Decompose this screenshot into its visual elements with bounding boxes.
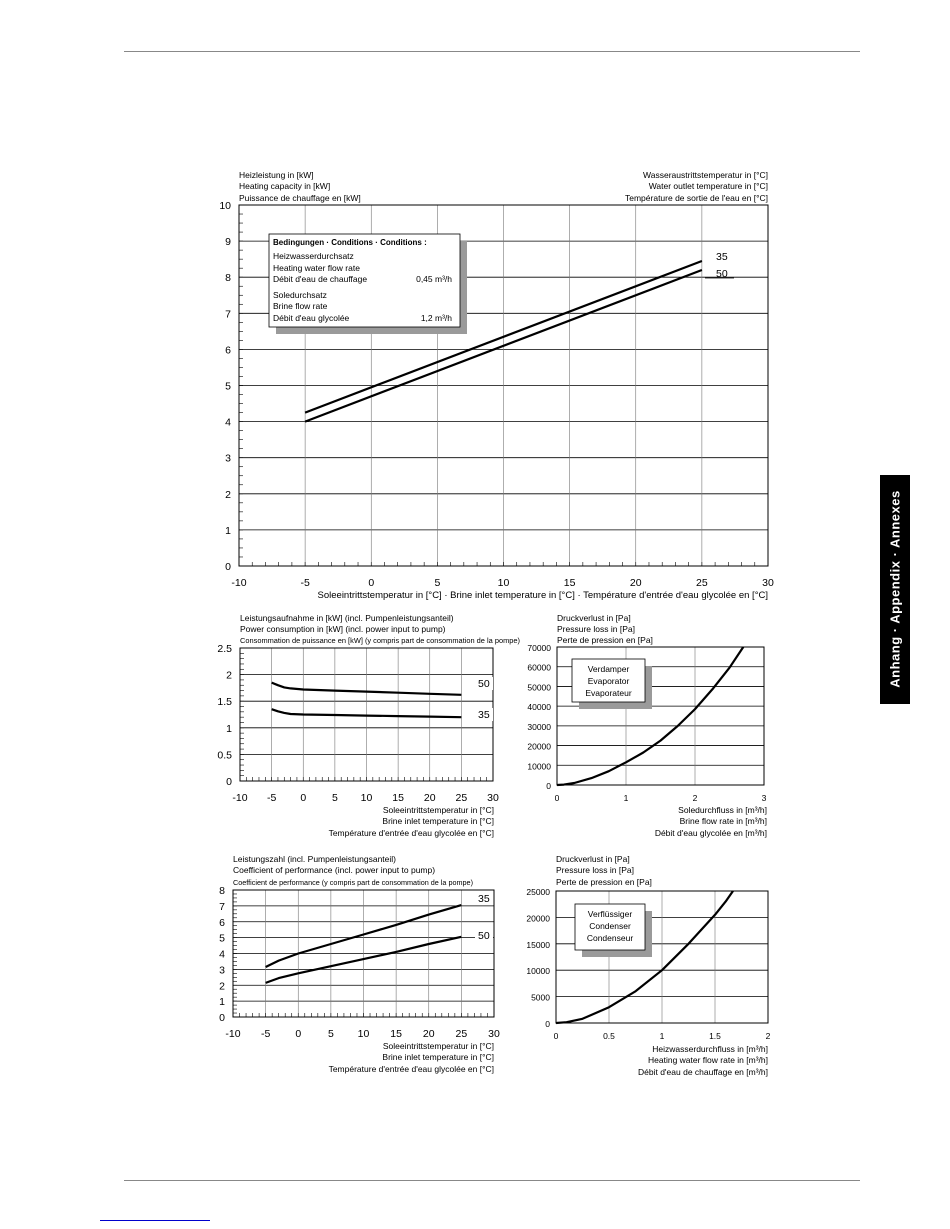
heating-xlabel-line: Soleeintrittstemperatur in [°C] · Brine inlet temperature in [°C] · Température d'entrée d'eau glycolée en [°C] [317, 590, 768, 601]
power-xlabel-line: Température d'entrée d'eau glycolée en [°C] [328, 828, 494, 838]
heating-y-tick-label: 6 [225, 344, 231, 357]
section-tab-label: Anhang · Appendix · Annexes [887, 490, 903, 688]
cop-x-tick-label: 20 [422, 1028, 435, 1040]
condenser-xlabel-line: Heizwasserdurchfluss in [m³/h] [652, 1044, 768, 1054]
power-y-tick-label: 0 [226, 776, 232, 788]
evaporator-label-box-line: Verdamper [587, 664, 630, 674]
heating-x-tick-label: 0 [368, 577, 375, 589]
condenser-x-tick-label: 0 [553, 1031, 559, 1041]
condenser-ylabel-line: Druckverlust in [Pa] [556, 854, 630, 864]
conditions-box-value: 0,45 m³/h [416, 274, 452, 284]
cop-xlabel-line: Température d'entrée d'eau glycolée en [°C] [328, 1064, 494, 1074]
conditions-box-line: Débit d'eau glycolée [273, 313, 350, 323]
heating-series-label: 35 [716, 251, 728, 263]
evaporator-ylabel-line: Druckverlust in [Pa] [557, 613, 631, 623]
condenser-x-tick-label: 1 [659, 1031, 665, 1041]
cop-x-tick-label: 15 [390, 1028, 402, 1040]
condenser-y-tick-label: 10000 [526, 966, 550, 977]
cop-x-tick-label: 0 [295, 1028, 302, 1040]
conditions-box-line: Débit d'eau de chauffage [273, 274, 368, 284]
heating-y-tick-label: 4 [225, 416, 231, 429]
power-x-tick-label: -10 [232, 792, 248, 804]
condenser-label-box-line: Verflüssiger [587, 909, 633, 919]
condenser-x-tick-label: 2 [765, 1031, 771, 1041]
heating-ylabel-line: Heating capacity in [kW] [239, 181, 331, 191]
evaporator-y-tick-label: 30000 [527, 721, 551, 732]
cop-xlabel-line: Soleeintrittstemperatur in [°C] [382, 1041, 494, 1051]
heating-ylabel-line: Heizleistung in [kW] [239, 170, 314, 180]
evaporator-y-tick-label: 0 [546, 781, 551, 791]
power-y-tick-label: 2.5 [217, 643, 232, 655]
condenser-label-box-line: Condenseur [586, 933, 634, 943]
cop-x-tick-label: 10 [357, 1028, 370, 1040]
condenser-y-tick-label: 0 [545, 1019, 550, 1029]
heating-series-legend-title: Température de sortie de l'eau en [°C] [625, 193, 768, 203]
power-y-tick-label: 1.5 [217, 696, 232, 709]
heating-x-tick-label: -5 [300, 577, 310, 589]
heating-y-tick-label: 0 [225, 561, 231, 573]
heating-y-tick-label: 9 [225, 236, 231, 249]
condenser-ylabel-line: Perte de pression en [Pa] [556, 877, 652, 887]
power-x-tick-label: 25 [455, 792, 468, 804]
cop-y-tick-label: 2 [219, 980, 225, 993]
power-y-tick-label: 2 [226, 669, 232, 682]
power-ylabel-line: Consommation de puissance en [kW] (y compris part de consommation de la pompe) [240, 638, 520, 645]
power-x-tick-label: 30 [487, 792, 499, 804]
condenser-xlabel-line: Heating water flow rate in [m³/h] [648, 1055, 768, 1065]
evaporator-y-tick-label: 10000 [527, 761, 551, 772]
condenser-x-tick-label: 0.5 [603, 1031, 615, 1041]
cop-ylabel-line: Coefficient of performance (incl. power input to pump) [233, 865, 436, 875]
power-x-tick-label: 15 [392, 792, 404, 804]
heating-x-tick-label: 15 [563, 577, 576, 589]
condenser-xlabel-line: Débit d'eau de chauffage en [m³/h] [638, 1067, 768, 1077]
power-x-tick-label: 0 [300, 792, 307, 804]
power-x-tick-label: 20 [423, 792, 436, 804]
cop-y-tick-label: 8 [219, 885, 225, 897]
cop-x-tick-label: -5 [260, 1028, 271, 1040]
cop-x-tick-label: -10 [225, 1028, 241, 1040]
cop-series-label: 35 [478, 893, 490, 905]
power-ylabel-line: Leistungsaufnahme in [kW] (incl. Pumpenleistungsanteil) [240, 613, 454, 623]
cop-y-tick-label: 3 [219, 964, 225, 977]
heating-series-legend-title: Wasseraustrittstemperatur in [°C] [643, 170, 768, 180]
evaporator-x-tick-label: 1 [623, 793, 629, 803]
condenser-ylabel-line: Pressure loss in [Pa] [556, 865, 634, 875]
evaporator-ylabel-line: Perte de pression en [Pa] [557, 635, 653, 645]
conditions-box-value: 1,2 m³/h [420, 313, 452, 323]
evaporator-label-box-line: Evaporateur [585, 688, 632, 698]
condenser-x-tick-label: 1.5 [709, 1031, 721, 1041]
evaporator-y-tick-label: 20000 [527, 741, 551, 752]
power-series-label: 35 [478, 709, 490, 721]
conditions-box-line: Brine flow rate [273, 301, 328, 311]
conditions-box-line: Heizwasserdurchsatz [273, 251, 354, 261]
cop-y-tick-label: 4 [219, 948, 225, 961]
heating-series-label: 50 [716, 268, 728, 280]
heating-x-tick-label: 20 [629, 577, 642, 589]
cop-y-tick-label: 1 [219, 996, 225, 1009]
evaporator-y-tick-label: 50000 [527, 682, 551, 693]
heating-y-tick-label: 8 [225, 272, 231, 285]
heating-y-tick-label: 1 [225, 524, 231, 537]
heating-x-tick-label: 5 [434, 577, 441, 589]
heating-ylabel-line: Puissance de chauffage en [kW] [239, 193, 361, 203]
evaporator-y-tick-label: 70000 [527, 643, 551, 653]
heating-x-tick-label: 10 [497, 577, 510, 589]
conditions-box-line: Heating water flow rate [273, 263, 360, 273]
evaporator-x-tick-label: 2 [692, 793, 698, 803]
evaporator-label-box-line: Evaporator [587, 676, 630, 686]
cop-x-tick-label: 25 [455, 1028, 468, 1040]
cop-y-tick-label: 6 [219, 916, 225, 929]
power-x-tick-label: -5 [266, 792, 277, 804]
evaporator-y-tick-label: 40000 [527, 702, 551, 713]
power-x-tick-label: 5 [331, 792, 338, 804]
condenser-y-tick-label: 20000 [526, 913, 550, 924]
cop-series-label: 50 [478, 930, 490, 942]
evaporator-ylabel-line: Pressure loss in [Pa] [557, 624, 635, 634]
heating-x-tick-label: 30 [762, 577, 774, 589]
heating-y-tick-label: 3 [225, 452, 231, 465]
heating-y-tick-label: 2 [225, 488, 231, 501]
cop-y-tick-label: 0 [219, 1012, 225, 1024]
power-series-label: 50 [478, 678, 490, 690]
heating-x-tick-label: -10 [231, 577, 247, 589]
evaporator-y-tick-label: 60000 [527, 662, 551, 673]
evaporator-x-tick-label: 3 [761, 793, 767, 803]
cop-y-tick-label: 7 [219, 900, 225, 913]
conditions-box-header: Bedingungen · Conditions · Conditions : [273, 238, 427, 247]
heating-y-tick-label: 10 [219, 200, 231, 212]
power-y-tick-label: 1 [226, 722, 232, 735]
evaporator-x-tick-label: 0 [554, 793, 560, 803]
evaporator-xlabel-line: Brine flow rate in [m³/h] [679, 816, 767, 826]
power-x-tick-label: 10 [360, 792, 373, 804]
power-ylabel-line: Power consumption in [kW] (incl. power input to pump) [240, 624, 446, 634]
condenser-y-tick-label: 5000 [531, 992, 550, 1003]
power-xlabel-line: Brine inlet temperature in [°C] [382, 816, 494, 826]
condenser-y-tick-label: 15000 [526, 939, 550, 950]
conditions-box-line: Soledurchsatz [273, 290, 327, 300]
cop-ylabel-line: Leistungszahl (incl. Pumpenleistungsanteil) [233, 854, 397, 864]
condenser-y-tick-label: 25000 [526, 887, 550, 897]
heating-y-tick-label: 5 [225, 380, 231, 393]
cop-xlabel-line: Brine inlet temperature in [°C] [382, 1052, 494, 1062]
power-y-tick-label: 0.5 [217, 749, 232, 762]
evaporator-xlabel-line: Soledurchfluss in [m³/h] [678, 805, 767, 815]
evaporator-xlabel-line: Débit d'eau glycolée en [m³/h] [654, 828, 767, 838]
heating-x-tick-label: 25 [696, 577, 708, 589]
heating-series-legend-title: Water outlet temperature in [°C] [648, 181, 768, 191]
cop-y-tick-label: 5 [219, 932, 225, 945]
cop-x-tick-label: 5 [327, 1028, 334, 1040]
heating-y-tick-label: 7 [225, 308, 231, 321]
cop-ylabel-line: Coefficient de performance (y compris part de consommation de la pompe) [233, 880, 473, 887]
cop-x-tick-label: 30 [488, 1028, 500, 1040]
condenser-label-box-line: Condenser [589, 921, 631, 931]
power-xlabel-line: Soleeintrittstemperatur in [°C] [382, 805, 494, 815]
